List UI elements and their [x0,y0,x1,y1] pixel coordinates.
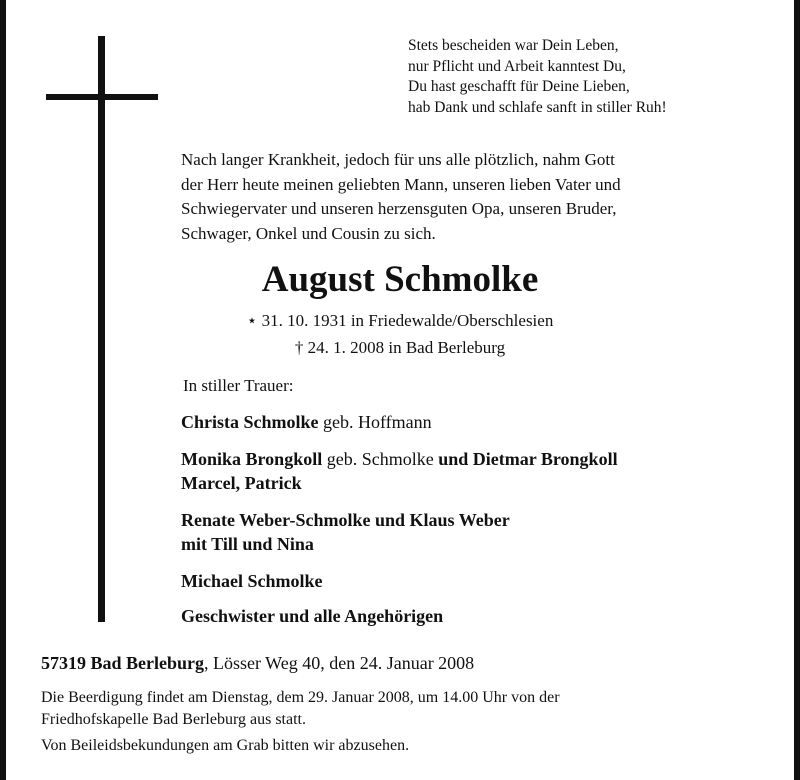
mourner-entry [181,508,510,556]
mourner-line: Renate Weber-Schmolke und Klaus Weber [181,510,510,530]
cross-icon-beam [46,94,158,100]
poem-line: nur Pflicht und Arbeit kanntest Du, [408,57,626,75]
intro-line: Nach langer Krankheit, jedoch für uns alle plötzlich, nahm Gott [181,150,615,169]
poem-line: Du hast geschafft für Deine Lieben, [408,78,630,95]
poem [408,36,667,118]
mourner-entry [181,410,432,434]
intro-line: der Herr heute meinen geliebten Mann, unseren lieben Vater und [181,174,621,194]
mourner-note: geb. Schmolke [322,449,439,469]
intro-line: Schwiegervater und unseren herzensguten Opa, unseren Bruder, [181,199,617,218]
address-line [41,653,474,674]
mourner-entry: Michael Schmolke [181,571,323,591]
death-date: † 24. 1. 2008 in Bad Berleburg [294,338,506,357]
mourner-entry [181,447,618,495]
mourner-name: Christa Schmolke [181,412,319,432]
funeral-line: Die Beerdigung findet am Dienstag, dem 29. Januar 2008, um 14.00 Uhr von der [41,689,560,706]
address-city: 57319 Bad Berleburg [41,653,205,673]
mourning-label: In stiller Trauer: [183,376,294,395]
poem-line: hab Dank und schlafe sanft in stiller Ruh! [408,98,667,116]
mourner-partner: und Dietmar Brongkoll [438,449,618,469]
mourner-name: Monika Brongkoll [181,449,323,469]
condolence-note: Von Beileidsbekundungen am Grab bitten wir abzusehen. [41,737,410,754]
mourner-note: geb. Hoffmann [318,412,432,432]
address-rest: , Lösser Weg 40, den 24. Januar 2008 [204,653,475,673]
funeral-notice [41,687,560,730]
funeral-line: Friedhofskapelle Bad Berleburg aus statt. [41,710,306,728]
deceased-name: August Schmolke [261,259,539,300]
mourner-line: mit Till und Nina [181,534,314,554]
intro-text [181,148,621,246]
poem-line: Stets bescheiden war Dein Leben, [408,37,619,54]
intro-line: Schwager, Onkel und Cousin zu sich. [181,223,436,243]
birth-date: ⋆ 31. 10. 1931 in Friedewalde/Oberschlesien [246,311,554,330]
mourner-children: Marcel, Patrick [181,473,302,493]
mourner-entry: Geschwister und alle Angehörigen [181,606,444,626]
